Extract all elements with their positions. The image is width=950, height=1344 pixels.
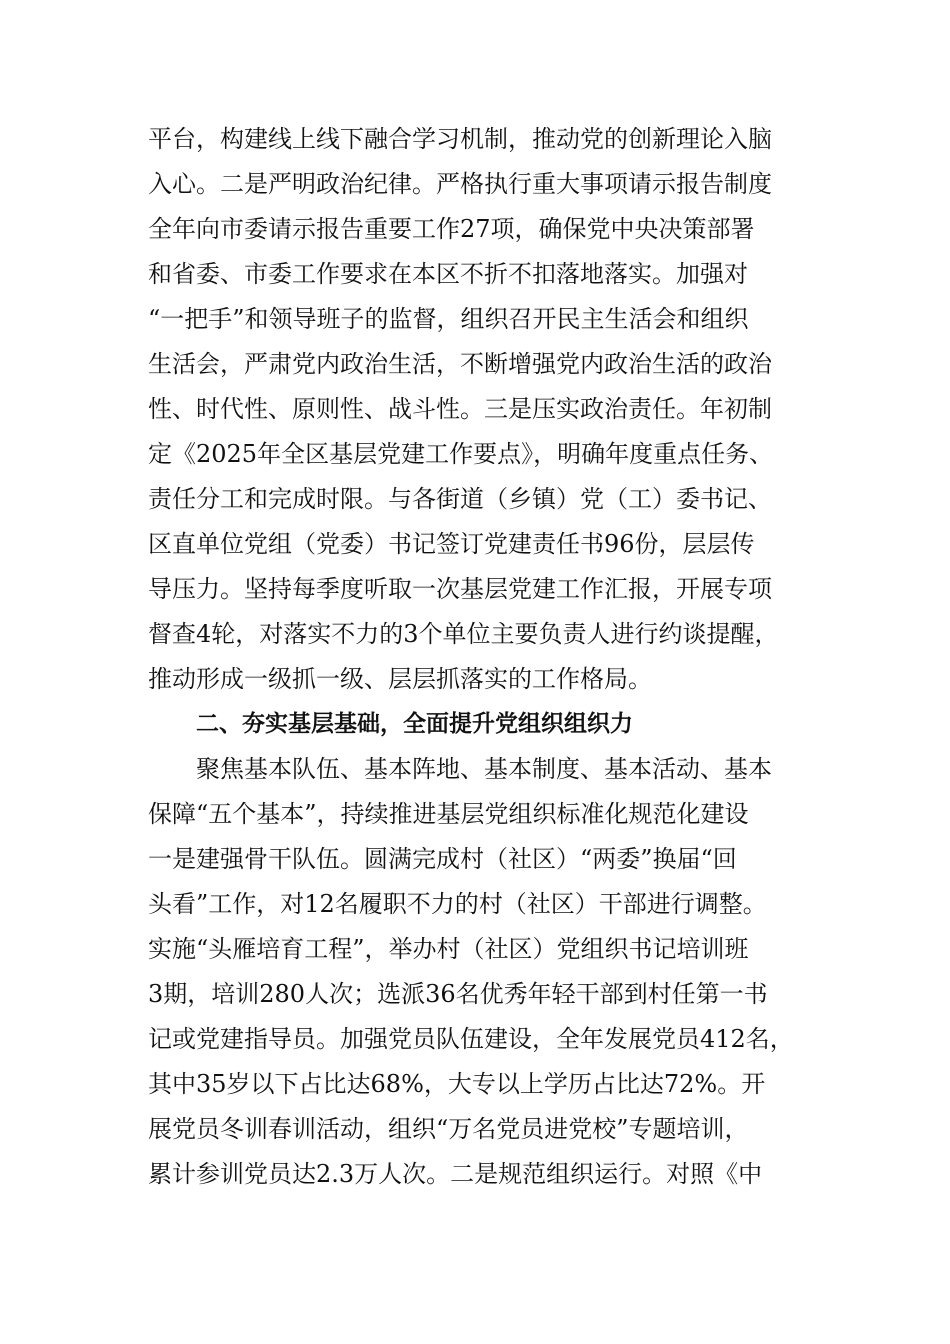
body-line: 记或党建指导员。加强党员队伍建设，全年发展党员412名，	[148, 1025, 794, 1053]
body-line: 定《2025年全区基层党建工作要点》，明确年度重点任务、	[148, 440, 774, 468]
body-line: 导压力。坚持每季度听取一次基层党建工作汇报，开展专项	[148, 575, 772, 603]
body-line: 和省委、市委工作要求在本区不折不扣落地落实。加强对	[148, 260, 748, 288]
body-line: 生活会，严肃党内政治生活，不断增强党内政治生活的政治	[148, 350, 772, 378]
body-line: 保障“五个基本”，持续推进基层党组织标准化规范化建设	[148, 800, 749, 828]
body-line: 头看”工作，对12名履职不力的村（社区）干部进行调整。	[148, 890, 767, 918]
body-line: 平台，构建线上线下融合学习机制，推动党的创新理论入脑	[148, 125, 772, 153]
body-line: 累计参训党员达2.3万人次。二是规范组织运行。对照《中	[148, 1160, 763, 1188]
body-line: 责任分工和完成时限。与各街道（乡镇）党（工）委书记、	[148, 485, 772, 513]
section-heading: 二、夯实基层基础，全面提升党组织组织力	[196, 711, 633, 737]
body-line: 推动形成一级抓一级、层层抓落实的工作格局。	[148, 665, 652, 693]
body-line: 一是建强骨干队伍。圆满完成村（社区）“两委”换届“回	[148, 845, 737, 873]
body-line: 聚焦基本队伍、基本阵地、基本制度、基本活动、基本	[196, 755, 772, 783]
body-line: 督查4轮，对落实不力的3个单位主要负责人进行约谈提醒，	[148, 620, 779, 648]
body-line: 其中35岁以下占比达68%，大专以上学历占比达72%。开	[148, 1070, 766, 1098]
body-line: 性、时代性、原则性、战斗性。三是压实政治责任。年初制	[148, 395, 772, 423]
body-line: 全年向市委请示报告重要工作27项，确保党中央决策部署	[148, 215, 755, 243]
body-line: “一把手”和领导班子的监督，组织召开民主生活会和组织	[148, 305, 749, 333]
body-line: 入心。二是严明政治纪律。严格执行重大事项请示报告制度	[148, 170, 772, 198]
body-line: 3期，培训280人次；选派36名优秀年轻干部到村任第一书	[148, 980, 768, 1008]
body-line: 展党员冬训春训活动，组织“万名党员进党校”专题培训，	[148, 1115, 749, 1143]
body-line: 区直单位党组（党委）书记签订党建责任书96份，层层传	[148, 530, 755, 558]
body-line: 实施“头雁培育工程”，举办村（社区）党组织书记培训班	[148, 935, 749, 963]
